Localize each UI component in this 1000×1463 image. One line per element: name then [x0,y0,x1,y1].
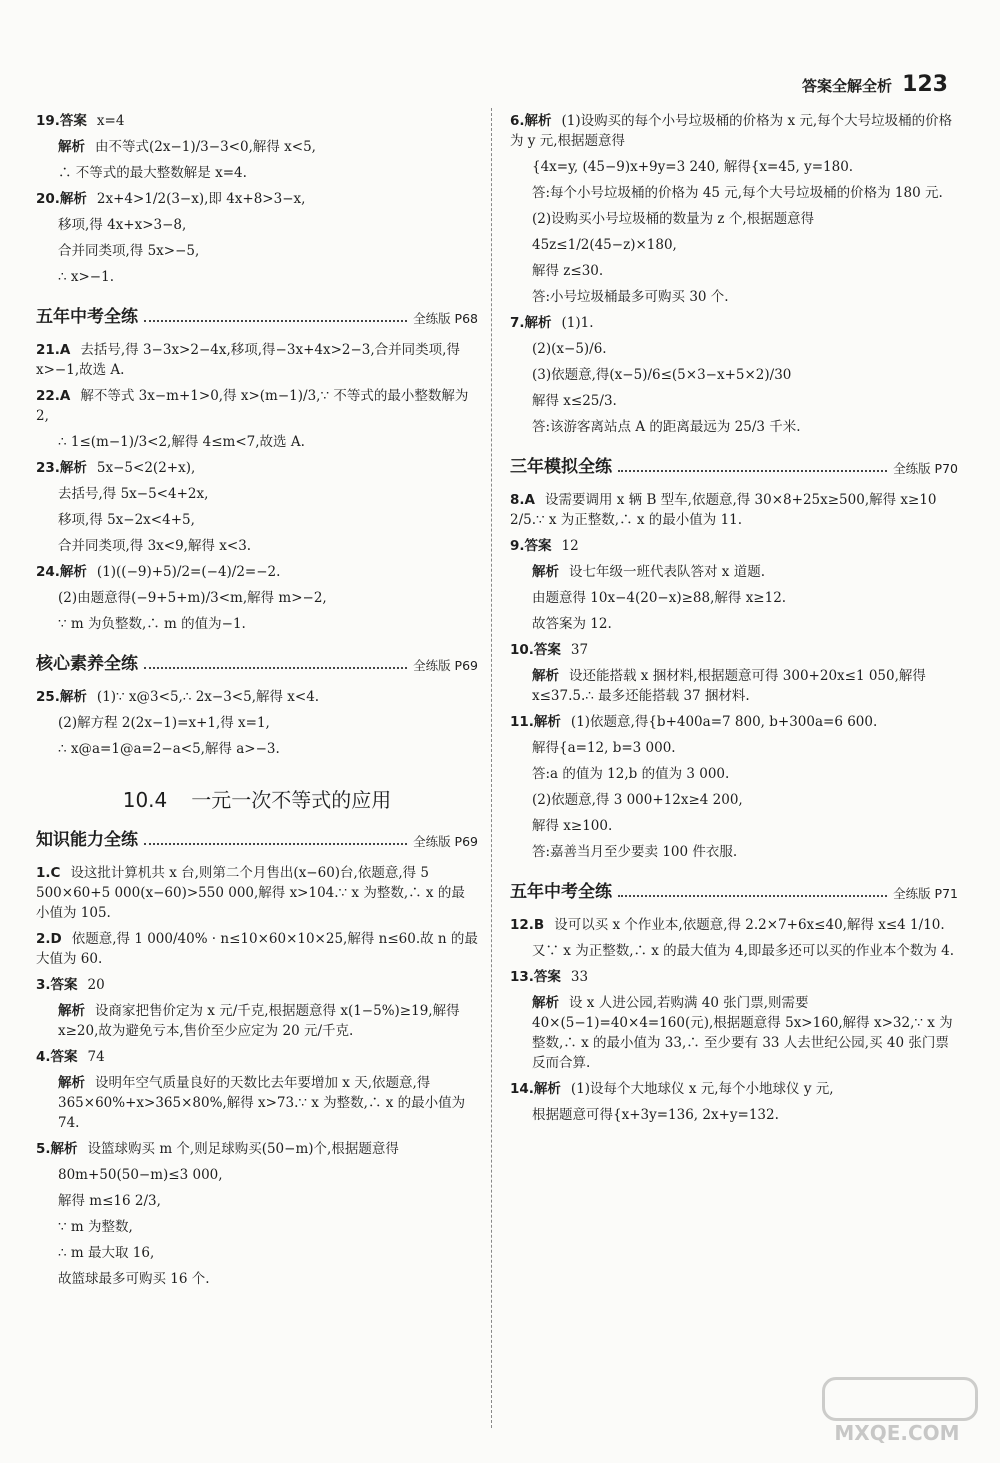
question-label: 10.答案 [510,642,561,658]
line-text: 合并同类项,得 3x<9,解得 x<3. [58,538,252,554]
line-text: 设可以买 x 个作业本,依题意,得 2.2×7+6x≤40,解得 x≤4 1/10. [554,917,945,933]
answer-line [36,186,478,212]
section-page-ref: 全练版 P71 [893,886,958,901]
question-label: 解析 [58,1003,85,1019]
line-text: 20 [87,977,105,993]
line-text: (1)1. [561,315,594,331]
line-text: ∵ m 为负整数,∴ m 的值为−1. [58,616,246,632]
question-label: 4.答案 [36,1049,78,1065]
line-text: 12 [561,538,579,554]
line-text: 解得{a=12, b=3 000. [532,740,676,756]
line-text: 合并同类项,得 5x>−5, [58,243,200,259]
section-heading [510,877,958,902]
text-line [36,1214,478,1240]
line-text: 答:小号垃圾桶最多可购买 30 个. [532,289,729,305]
line-text: 由题意得 10x−4(20−x)≥88,解得 x≥12. [532,590,787,606]
line-text: (2)设购买小号垃圾桶的数量为 z 个,根据题意得 [532,211,815,227]
text-line [510,787,958,813]
section-dots [618,470,887,472]
line-text: 答:每个小号垃圾桶的价格为 45 元,每个大号垃圾桶的价格为 180 元. [532,185,943,201]
text-line [510,813,958,839]
text-line [36,611,478,637]
answer-line [510,964,958,990]
text-line [510,362,958,388]
text-line [36,736,478,762]
answer-line [510,990,958,1076]
text-line [510,284,958,310]
question-label: 1.C [36,865,61,881]
answer-line [36,134,478,160]
line-text: 根据题意可得{x+3y=136, 2x+y=132. [532,1107,779,1123]
question-label: 19.答案 [36,113,87,129]
line-text: 答:a 的值为 12,b 的值为 3 000. [532,766,730,782]
line-text: (2)依题意,得 3 000+12x≥4 200, [532,792,743,808]
question-label: 25.解析 [36,689,87,705]
line-text: (2)解方程 2(2x−1)=x+1,得 x=1, [58,715,270,731]
text-line [36,481,478,507]
section-heading [510,452,958,477]
text-line [36,585,478,611]
text-line [36,429,478,455]
page-header [802,72,948,97]
section-dots [618,895,887,897]
text-line [510,611,958,637]
text-line [510,232,958,258]
line-text: 答:嘉善当月至少要卖 100 件衣服. [532,844,738,860]
answer-line [510,487,958,533]
answer-line [36,860,478,926]
line-text: (3)依题意,得(x−5)/6≤(5×3−x+5×2)/30 [532,367,792,383]
answer-line [36,684,478,710]
answer-line [36,383,478,429]
text-line [510,154,958,180]
line-text: ∴ x@a=1@a=2−a<5,解得 a>−3. [58,741,280,757]
line-text: 解得 m≤16 2/3, [58,1193,161,1209]
answer-line [36,998,478,1044]
section-title: 知识能力全练 [36,830,138,850]
chapter-number: 10.4 [122,788,168,812]
line-text: 又∵ x 为正整数,∴ x 的最大值为 4,即最多还可以买的作业本个数为 4. [532,943,955,959]
text-line [510,839,958,865]
line-text: (1)设购买的每个小号垃圾桶的价格为 x 元,每个大号垃圾桶的价格为 y 元,根据题意得 [510,113,953,149]
section-heading [36,302,478,327]
text-line [510,258,958,284]
section-title: 核心素养全练 [36,654,138,674]
question-label: 11.解析 [510,714,561,730]
answer-line [510,912,958,938]
section-page-ref: 全练版 P70 [893,461,958,476]
question-label: 解析 [58,139,85,155]
left-column [36,108,478,1292]
line-text: 2x+4>1/2(3−x),即 4x+8>3−x, [96,191,306,207]
line-text: 由不等式(2x−1)/3−3<0,解得 x<5, [95,139,316,155]
answer-line [510,1076,958,1102]
line-text: 设还能搭载 x 捆材料,根据题意可得 300+20x≤1 050,解得 x≤37.5.∴ 最多还能搭载 37 捆材料. [532,668,926,704]
line-text: 5x−5<2(2+x), [96,460,196,476]
question-label: 22.A [36,388,71,404]
line-text: 解得 x≥100. [532,818,613,834]
question-label: 20.解析 [36,191,87,207]
text-line [510,761,958,787]
question-label: 12.B [510,917,545,933]
line-text: 答:该游客离站点 A 的距离最远为 25/3 千米. [532,419,801,435]
line-text: ∴ 不等式的最大整数解是 x=4. [58,165,247,181]
text-line [36,507,478,533]
line-text: 去括号,得 5x−5<4+2x, [58,486,209,502]
line-text: x=4 [96,113,125,129]
line-text: 移项,得 5x−2x<4+5, [58,512,195,528]
line-text: 37 [570,642,589,658]
text-line [510,336,958,362]
line-text: 设篮球购买 m 个,则足球购买(50−m)个,根据题意得 [87,1141,399,1157]
line-text: 依题意,得 1 000/40% · n≤10×60×10×25,解得 n≤60.故 n 的最大值为 60. [36,931,478,967]
line-text: 74 [87,1049,105,1065]
text-line [510,206,958,232]
question-label: 13.答案 [510,969,561,985]
section-title: 五年中考全练 [36,307,138,327]
section-page-ref: 全练版 P69 [413,834,478,849]
text-line [36,710,478,736]
page-number: 123 [902,72,948,97]
text-line [510,180,958,206]
answer-line [510,637,958,663]
text-line [36,160,478,186]
text-line [510,585,958,611]
line-text: 故篮球最多可购买 16 个. [58,1271,210,1287]
line-text: 设明年空气质量良好的天数比去年要增加 x 天,依题意,得 365×60%+x>365×80%,解得 x>73.∵ x 为整数,∴ x 的最小值为 74. [58,1075,466,1131]
text-line [36,238,478,264]
question-label: 5.解析 [36,1141,78,1157]
answer-line [36,108,478,134]
chapter-heading [36,784,478,813]
text-line [510,414,958,440]
text-line [36,264,478,290]
section-title: 三年模拟全练 [510,457,612,477]
question-label: 解析 [532,564,559,580]
watermark-frame [822,1377,978,1421]
line-text: 去括号,得 3−3x>2−4x,移项,得−3x+4x>2−3,合并同类项,得 x>−1,故选 A. [36,342,460,378]
line-text: (1)∵ x@3<5,∴ 2x−3<5,解得 x<4. [96,689,320,705]
line-text: 解不等式 3x−m+1>0,得 x>(m−1)/3,∵ 不等式的最小整数解为 2, [36,388,469,424]
text-line [510,938,958,964]
answer-line [510,709,958,735]
watermark-logo [822,1377,972,1445]
text-line [510,388,958,414]
line-text: 设需要调用 x 辆 B 型车,依题意,得 30×8+25x≥500,解得 x≥10 2/5.∵ x 为正整数,∴ x 的最小值为 11. [510,492,937,528]
line-text: ∴ m 最大取 16, [58,1245,155,1261]
question-label: 7.解析 [510,315,552,331]
question-label: 2.D [36,931,62,947]
line-text: {4x=y, (45−9)x+9y=3 240, 解得{x=45, y=180. [532,159,854,175]
question-label: 14.解析 [510,1081,561,1097]
answer-line [36,972,478,998]
section-dots [144,320,407,322]
text-line [36,1266,478,1292]
line-text: 解得 z≤30. [532,263,604,279]
section-dots [144,667,407,669]
text-line [36,1240,478,1266]
line-text: 故答案为 12. [532,616,612,632]
answer-line [510,533,958,559]
line-text: (2)(x−5)/6. [532,341,607,357]
line-text: (2)由题意得(−9+5+m)/3<m,解得 m>−2, [58,590,327,606]
line-text: (1)((−9)+5)/2=(−4)/2=−2. [96,564,281,580]
answer-line [36,1044,478,1070]
question-label: 解析 [532,995,559,1011]
text-line [36,1188,478,1214]
question-label: 6.解析 [510,113,552,129]
line-text: 45z≤1/2(45−z)×180, [532,237,677,253]
question-label: 21.A [36,342,71,358]
section-dots [144,843,407,845]
text-line [510,735,958,761]
line-text: 33 [570,969,589,985]
section-heading [36,825,478,850]
watermark-text: MXQE.COM [834,1421,960,1445]
answer-line [36,559,478,585]
line-text: 移项,得 4x+x>3−8, [58,217,187,233]
answer-line [510,559,958,585]
question-label: 23.解析 [36,460,87,476]
question-label: 解析 [532,668,559,684]
section-title: 五年中考全练 [510,882,612,902]
column-divider [491,108,492,1428]
line-text: 80m+50(50−m)≤3 000, [58,1167,223,1183]
question-label: 9.答案 [510,538,552,554]
answer-line [36,455,478,481]
answer-line [36,926,478,972]
line-text: ∴ 1≤(m−1)/3<2,解得 4≤m<7,故选 A. [58,434,305,450]
line-text: 解得 x≤25/3. [532,393,617,409]
line-text: 设 x 人进公园,若购满 40 张门票,则需要 40×(5−1)=40×4=160(元),根据题意得 5x>160,解得 x>32,∵ x 为整数,∴ x 的最小值为 33,∴ 至少要有 33 人去世纪公园,买 40 张门票反而合算. [532,995,953,1071]
answer-line [36,337,478,383]
chapter-title: 一元一次不等式的应用 [191,788,392,812]
answer-line [510,108,958,154]
text-line [36,1162,478,1188]
question-label: 解析 [58,1075,85,1091]
answer-line [36,1136,478,1162]
question-label: 3.答案 [36,977,78,993]
text-line [36,212,478,238]
text-line [36,533,478,559]
line-text: 设这批计算机共 x 台,则第二个月售出(x−60)台,依题意,得 5 500×60+5 000(x−60)>550 000,解得 x>104.∵ x 为整数,∴ x 的最小值为 105. [36,865,465,921]
line-text: ∴ x>−1. [58,269,114,285]
section-heading [36,649,478,674]
line-text: ∵ m 为整数, [58,1219,133,1235]
line-text: 设商家把售价定为 x 元/千克,根据题意得 x(1−5%)≥19,解得 x≥20,故为避免亏本,售价至少应定为 20 元/千克. [58,1003,460,1039]
section-page-ref: 全练版 P69 [413,658,478,673]
answer-line [510,310,958,336]
section-page-ref: 全练版 P68 [413,311,478,326]
question-label: 8.A [510,492,535,508]
line-text: 设七年级一班代表队答对 x 道题. [569,564,765,580]
right-column [510,108,958,1128]
line-text: (1)设每个大地球仪 x 元,每个小地球仪 y 元, [570,1081,834,1097]
answer-line [510,663,958,709]
answer-line [36,1070,478,1136]
header-title: 答案全解全析 [802,77,893,95]
line-text: (1)依题意,得{b+400a=7 800, b+300a=6 600. [570,714,878,730]
text-line [510,1102,958,1128]
question-label: 24.解析 [36,564,87,580]
